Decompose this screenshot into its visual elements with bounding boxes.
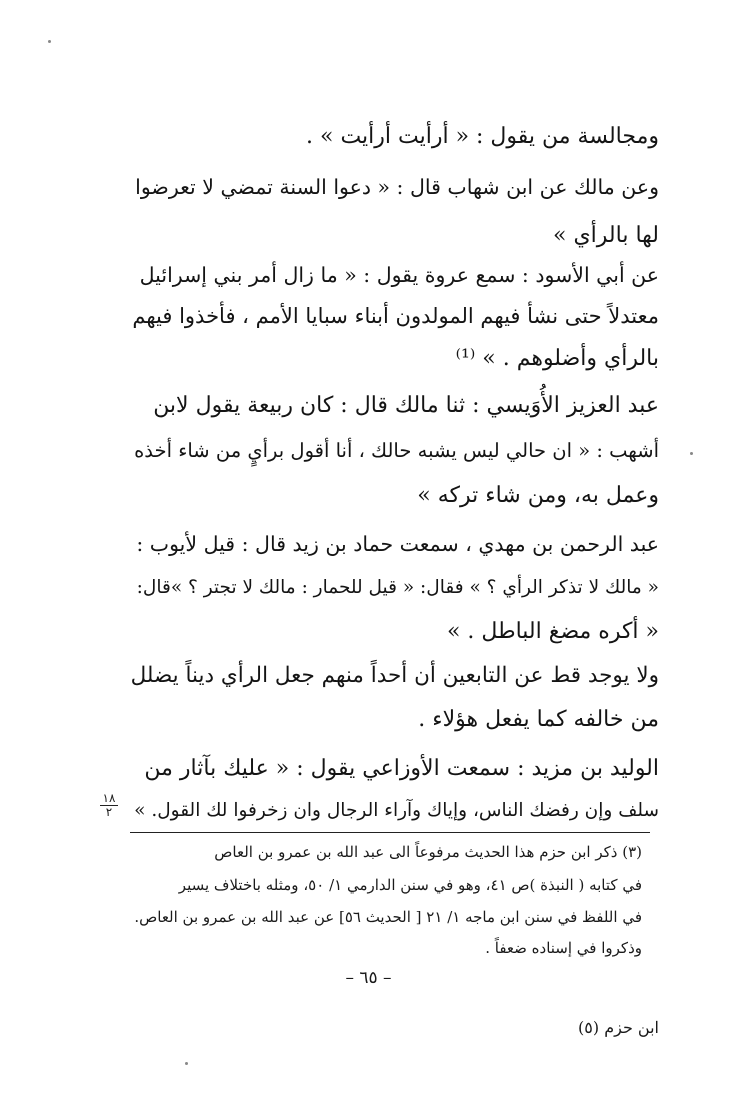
footnote-separator [130,832,650,833]
body-line: الوليد بن مزيد : سمعت الأوزاعي يقول : « عليك بآثار من [144,756,659,781]
body-line: « أكره مضغ الباطل . » [446,619,659,644]
scan-speck [185,1062,188,1065]
body-line: ولا يوجد قط عن التابعين أن أحداً منهم جعل الرأي ديناً يضلل [130,663,659,688]
body-line: عبد الرحمن بن مهدي ، سمعت حماد بن زيد قال : قيل لأيوب : [136,532,659,556]
scan-speck [690,452,693,455]
body-line: سلف وإن رفضك الناس، وإياك وآراء الرجال وان زخرفوا لك القول. » [134,800,659,821]
body-line: بالرأي وأضلوهم . » ⁽¹⁾ [455,346,659,371]
body-line: من خالفه كما يفعل هؤلاء . [418,707,659,732]
body-line: عبد العزيز الأُوَيسي : ثنا مالك قال : كان ربيعة يقول لابن [153,393,659,418]
signature-bottom: ٢ [105,805,113,819]
signature-footer: ابن حزم (٥) [578,1018,659,1037]
scan-speck [48,40,51,43]
footnote-line: وذكروا في إسناده ضعفاً . [485,939,642,957]
body-line: « مالك لا تذكر الرأي ؟ » فقال: « قيل للحمار : مالك لا تجتر ؟ »قال: [136,577,659,598]
signature-top: ١٨ [102,791,116,805]
signature-mark [98,792,120,819]
body-line: لها بالرأي » [553,223,659,248]
footnote-line: في اللفظ في سنن ابن ماجه ١/ ٢١ [ الحديث ٥٦] عن عبد الله بن عمرو بن العاص. [134,908,642,926]
body-line: معتدلاً حتى نشأ فيهم المولدون أبناء سبايا الأمم ، فأخذوا فيهم [132,304,659,328]
body-line: أشهب : « ان حالي ليس يشبه حالك ، أنا أقول برأيٍ من شاء أخذه [134,439,659,462]
page-number: – ٦٥ – [345,968,392,988]
footnote-line: (٣) ذكر ابن حزم هذا الحديث مرفوعاً الى عبد الله بن عمرو بن العاص [214,843,642,861]
footnote-line: في كتابه ( النبذة )ص ٤١، وهو في سنن الدارمي ١/ ٥٠، ومثله باختلاف يسير [178,876,642,894]
body-line: ومجالسة من يقول : « أرأيت أرأيت » . [306,124,659,149]
body-line: عن أبي الأسود : سمع عروة يقول : « ما زال أمر بني إسرائيل [139,263,659,287]
body-line: وعن مالك عن ابن شهاب قال : « دعوا السنة تمضي لا تعرضوا [135,175,659,199]
body-line: وعمل به، ومن شاء تركه » [417,483,659,508]
